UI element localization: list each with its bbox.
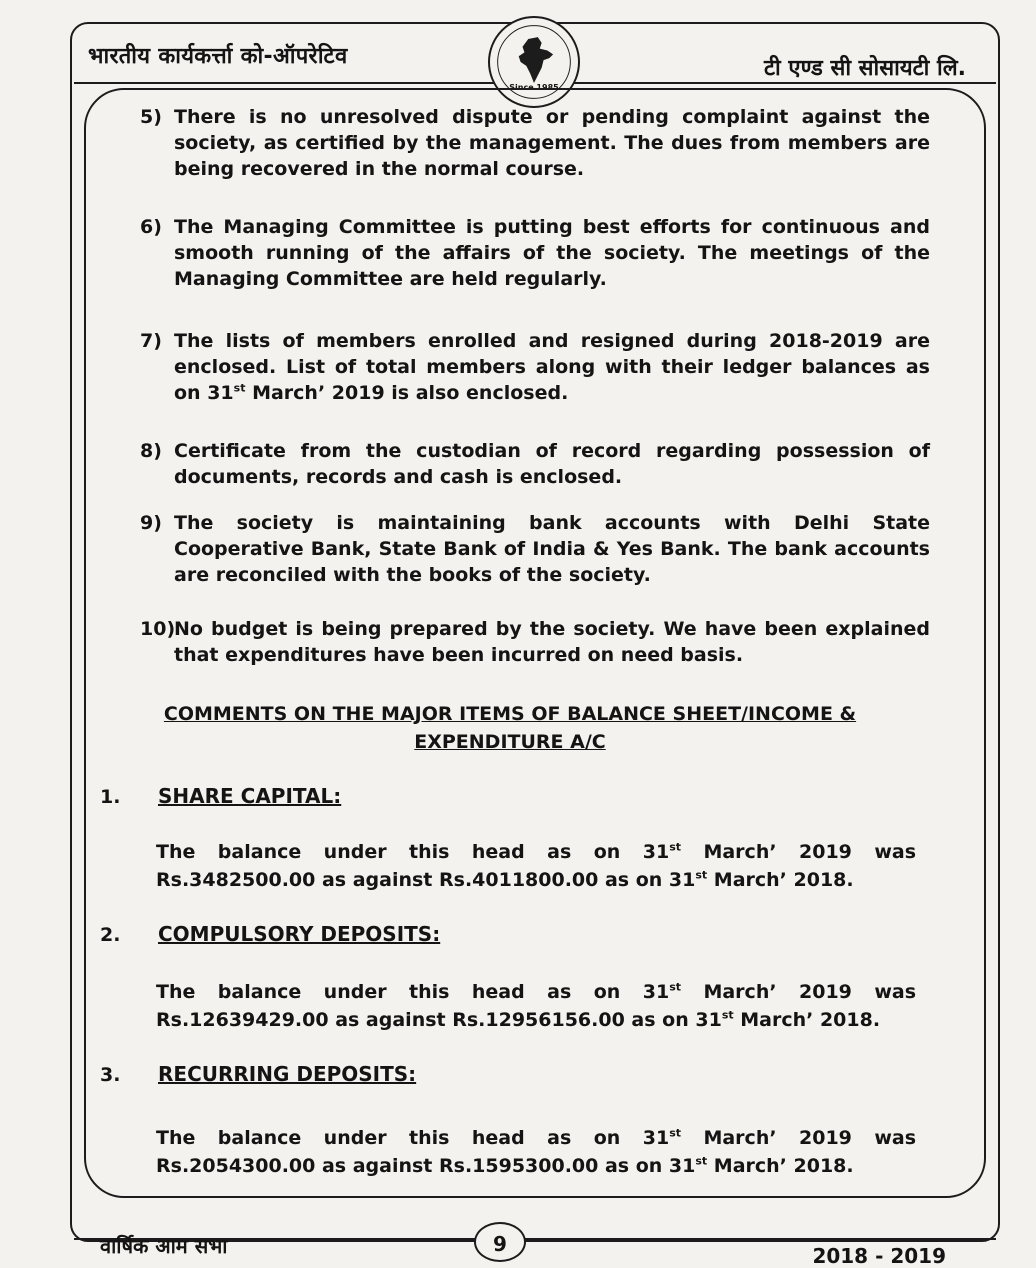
item-number: 9) xyxy=(140,512,162,534)
item-number: 8) xyxy=(140,440,162,462)
emblem-since-text: Since 1985 xyxy=(509,83,559,92)
section-text-part: The balance under this head as on 31 xyxy=(156,981,670,1003)
section-body-share-capital xyxy=(156,838,916,894)
section-text-part: March’ 2019 was Rs.12639429.00 as against Rs.12956156.00 as on 31 xyxy=(156,981,916,1031)
ordinal-suffix: st xyxy=(695,868,708,882)
header-society-name-left: भारतीय कार्यकर्त्ता को-ऑपरेटिव xyxy=(88,44,348,69)
section-text-part: March’ 2018. xyxy=(733,1009,881,1031)
section-text-part: The balance under this head as on 31 xyxy=(156,841,670,863)
item-text: No budget is being prepared by the society. We have been explained that expenditures have been incurred on need basis. xyxy=(174,618,930,666)
section-text-part: March’ 2019 was Rs.3482500.00 as against Rs.4011800.00 as on 31 xyxy=(156,841,916,891)
item-10 xyxy=(140,616,930,668)
ordinal-suffix: st xyxy=(669,980,682,994)
item-text: There is no unresolved dispute or pending complaint against the society, as certified by the management. The dues from members are being recovered in the normal course. xyxy=(174,106,930,180)
footer-year: 2018 - 2019 xyxy=(812,1244,946,1268)
item-text: Certificate from the custodian of record regarding possession of documents, records and cash is enclosed. xyxy=(174,440,930,488)
item-number: 7) xyxy=(140,330,162,352)
item-8 xyxy=(140,438,930,490)
item-number: 5) xyxy=(140,106,162,128)
item-text: The society is maintaining bank accounts with Delhi State Cooperative Bank, State Bank of India & Yes Bank. The bank accounts are reconciled with the books of the society. xyxy=(174,512,930,586)
item-number: 10) xyxy=(140,618,176,640)
section-number: 1. xyxy=(100,786,121,808)
section-text-part: March’ 2018. xyxy=(707,1155,854,1177)
ordinal-suffix: st xyxy=(669,1126,682,1140)
section-number: 3. xyxy=(100,1064,121,1086)
item-text-part: The lists of members enrolled and resigned during 2018-2019 are enclosed. List of total members along with their ledger balances as on 31 xyxy=(174,330,930,404)
item-text xyxy=(174,328,930,406)
section-title-compulsory-deposits: COMPULSORY DEPOSITS: xyxy=(158,922,441,946)
ordinal-suffix: st xyxy=(721,1008,734,1022)
section-text-part: March’ 2018. xyxy=(707,869,854,891)
item-5 xyxy=(140,104,930,182)
footer-agm-label: वार्षिक आम सभा xyxy=(100,1234,228,1258)
item-9 xyxy=(140,510,930,588)
ordinal-suffix: st xyxy=(233,381,246,395)
section-body-compulsory-deposits xyxy=(156,978,916,1034)
item-text-part: March’ 2019 is also enclosed. xyxy=(245,382,569,404)
item-6 xyxy=(140,214,930,292)
item-number: 6) xyxy=(140,216,162,238)
item-7 xyxy=(140,328,930,406)
comments-heading: COMMENTS ON THE MAJOR ITEMS OF BALANCE SHEET/INCOME & EXPENDITURE A/C xyxy=(163,703,857,753)
ordinal-suffix: st xyxy=(669,840,682,854)
ordinal-suffix: st xyxy=(695,1154,708,1168)
section-text-part: The balance under this head as on 31 xyxy=(156,1127,670,1149)
section-title-recurring-deposits: RECURRING DEPOSITS: xyxy=(158,1062,417,1086)
page-number: 9 xyxy=(474,1222,526,1262)
section-text-part: March’ 2019 was Rs.2054300.00 as against Rs.1595300.00 as on 31 xyxy=(156,1127,916,1177)
section-body-recurring-deposits xyxy=(156,1124,916,1180)
header-society-name-right: टी एण्ड सी सोसायटी लि. xyxy=(763,56,966,81)
section-title-share-capital: SHARE CAPITAL: xyxy=(158,784,342,808)
section-number: 2. xyxy=(100,924,121,946)
item-text: The Managing Committee is putting best efforts for continuous and smooth running of the affairs of the society. The meetings of the Managing Committee are held regularly. xyxy=(174,216,930,290)
